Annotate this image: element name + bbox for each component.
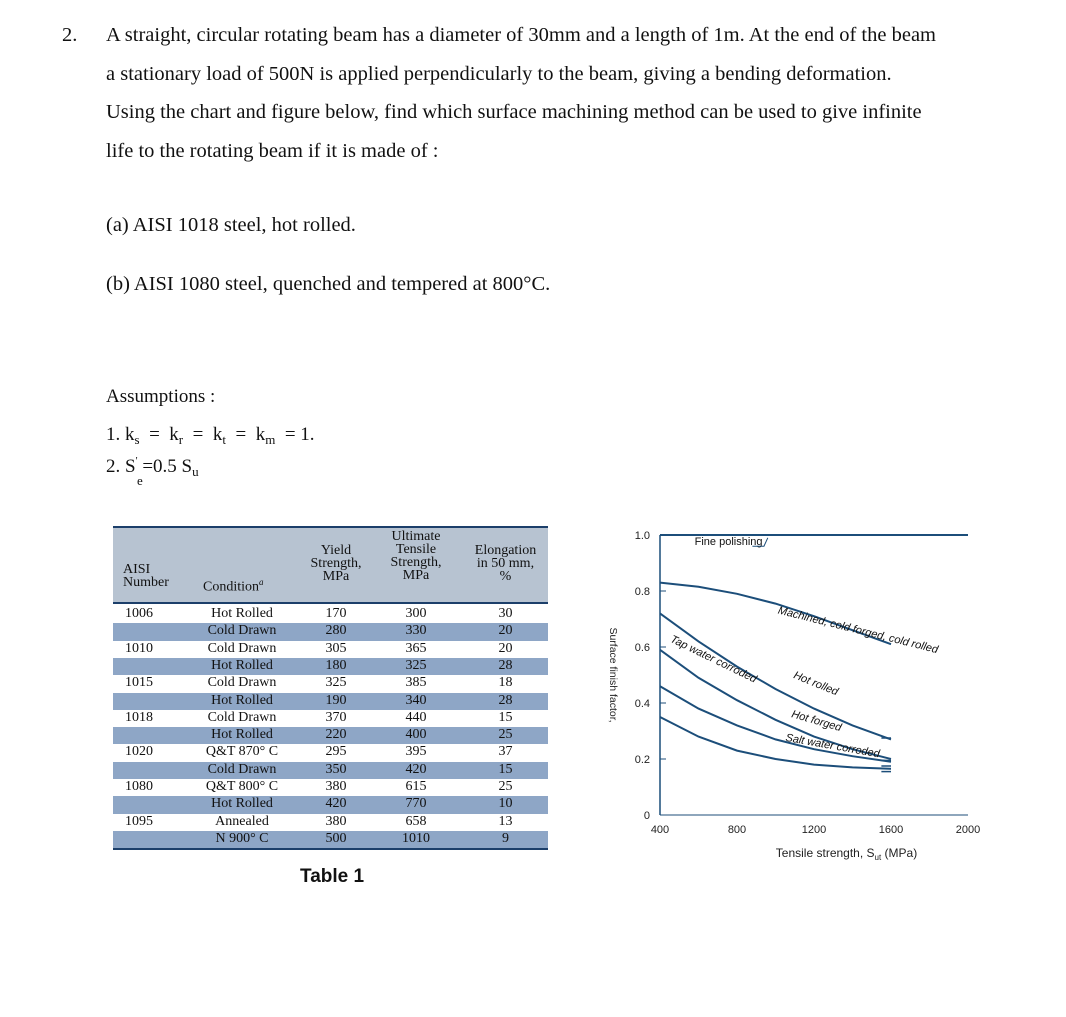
table-cell-ultimate: 365 <box>405 640 427 656</box>
header-condition: Condition$^a$ <box>203 577 264 595</box>
y-tick-label: 0.8 <box>634 586 650 598</box>
y-tick-label: 0.2 <box>634 754 650 766</box>
x-tick-label: 1200 <box>801 824 827 836</box>
table-cell-elong: 28 <box>498 692 513 708</box>
annotation-fine-polishing: Fine polishing <box>694 535 763 548</box>
table-cell-condition: Cold Drawn <box>207 640 277 656</box>
header-yield: Yield Strength, MPa <box>310 543 362 584</box>
table-cell-ultimate: 400 <box>405 727 427 743</box>
table-cell-ultimate: 440 <box>405 709 427 725</box>
table-cell-yield: 190 <box>325 692 347 708</box>
table-cell-elong: 20 <box>498 640 513 656</box>
table-cell-aisi: 1010 <box>125 640 153 656</box>
table-cell-yield: 350 <box>325 761 347 777</box>
table-cell-condition: Annealed <box>215 813 269 829</box>
table-cell-yield: 380 <box>325 779 347 794</box>
annotation-machined: Machined, cold forged, cold rolled <box>776 604 940 657</box>
table-cell-elong: 20 <box>498 623 513 639</box>
table-cell-elong: 13 <box>498 813 513 829</box>
table-cell-ultimate: 1010 <box>402 830 430 846</box>
table-cell-yield: 370 <box>325 709 347 725</box>
table-cell-yield: 295 <box>325 744 347 760</box>
table-cell-elong: 25 <box>498 727 513 743</box>
material-properties-table <box>113 526 548 844</box>
table-cell-ultimate: 340 <box>405 692 427 708</box>
table-cell-yield: 325 <box>325 675 347 691</box>
annotation-hot-forged: Hot forged <box>790 708 843 735</box>
question-line-2: a stationary load of 500N is applied perpendicularly to the beam, giving a bending deformation. <box>106 63 892 85</box>
part-b: (b) AISI 1080 steel, quenched and tempered at 800°C. <box>106 273 551 295</box>
header-elongation: Elongation in 50 mm, % <box>474 543 537 584</box>
assumptions-title: Assumptions : <box>106 386 216 407</box>
x-tick-label: 2000 <box>955 824 981 836</box>
table-cell-condition: Hot Rolled <box>211 657 273 673</box>
table-cell-elong: 15 <box>498 761 513 777</box>
series-line-hot-forged <box>660 650 891 759</box>
assumption-1: 1. $k_s = k_r = k_t = k_m = 1$. <box>106 424 315 447</box>
table-cell-condition: N 900° C <box>215 830 269 846</box>
table-cell-yield: 220 <box>325 727 347 743</box>
table-cell-aisi: 1018 <box>125 709 153 725</box>
k-r: $k_r$ <box>169 424 184 447</box>
table-cell-elong: 18 <box>498 675 513 691</box>
table-bottom-rule <box>113 848 548 850</box>
table-cell-condition: Cold Drawn <box>207 709 277 725</box>
x-axis-label: Tensile strength, $S_{ut}$ (MPa) <box>775 846 918 862</box>
question-line-1: A straight, circular rotating beam has a diameter of 30mm and a length of 1m. At the end of the beam <box>106 24 936 46</box>
table-cell-ultimate: 420 <box>405 761 427 777</box>
surface-finish-chart <box>590 520 1030 870</box>
table-cell-aisi: 1020 <box>125 744 153 760</box>
table-cell-aisi: 1006 <box>125 606 153 621</box>
assumption-2-number: 2. <box>106 456 121 477</box>
table-cell-condition: Hot Rolled <box>211 692 273 708</box>
y-tick-label: 1.0 <box>634 530 650 542</box>
table-cell-yield: 180 <box>325 657 347 673</box>
table-cell-elong: 25 <box>498 779 513 794</box>
x-tick-label: 400 <box>650 824 670 836</box>
header-ultimate: Ultimate Tensile Strength, MPa <box>390 529 442 583</box>
table-cell-yield: 170 <box>325 606 347 621</box>
k-m: $k_m$ <box>255 424 276 447</box>
table-cell-ultimate: 658 <box>405 813 427 829</box>
table-cell-elong: 15 <box>498 709 513 725</box>
annotation-salt-water: Salt water corroded <box>784 731 881 761</box>
table-cell-ultimate: 300 <box>405 606 427 621</box>
x-tick-label: 1600 <box>878 824 904 836</box>
header-aisi: AISI Number <box>123 562 169 590</box>
table-caption: Table 1 <box>300 866 365 887</box>
table-cell-ultimate: 615 <box>405 779 427 794</box>
table-cell-elong: 10 <box>498 796 513 812</box>
y-axis-label: Surface finish factor, <box>607 627 619 723</box>
table-cell-condition: Q&T 800° C <box>205 779 279 794</box>
table-cell-aisi: 1095 <box>125 813 153 829</box>
s-e-prime: S' e <box>125 455 143 488</box>
y-tick-label: 0.6 <box>634 642 650 654</box>
table-cell-ultimate: 395 <box>405 744 427 760</box>
series-line-salt-water-corroded <box>660 717 891 769</box>
annotation-tap-water: Tap water corroded <box>668 633 759 686</box>
table-cell-yield: 305 <box>325 640 347 656</box>
assumption-1-number: 1. <box>106 424 121 445</box>
y-tick-label: 0.4 <box>634 698 650 710</box>
table-cell-condition: Cold Drawn <box>207 623 277 639</box>
table-cell-elong: 37 <box>498 744 513 760</box>
table-cell-elong: 28 <box>498 657 513 673</box>
table-cell-condition: Cold Drawn <box>207 761 277 777</box>
table-cell-yield: 380 <box>325 813 347 829</box>
table-cell-ultimate: 385 <box>405 675 427 691</box>
table-cell-condition: Q&T 870° C <box>205 744 279 760</box>
table-cell-ultimate: 330 <box>405 623 427 639</box>
table-top-rule <box>113 526 548 528</box>
table-cell-ultimate: 770 <box>405 796 427 812</box>
assumption-2: 2. S' e =0.5 $S_u$ <box>106 455 199 488</box>
y-tick-label: 0 <box>643 810 650 822</box>
table-cell-condition: Cold Drawn <box>207 675 277 691</box>
table-cell-yield: 420 <box>325 796 347 812</box>
x-tick-label: 800 <box>727 824 747 836</box>
table-header-rule <box>113 602 548 604</box>
question-line-3: Using the chart and figure below, find which surface machining method can be used to give infinite <box>106 101 922 123</box>
table-cell-aisi: 1080 <box>125 779 153 794</box>
table-cell-aisi: 1015 <box>125 675 153 691</box>
question-number: 2. <box>62 24 78 46</box>
k-t: $k_t$ <box>212 424 226 447</box>
table-cell-condition: Hot Rolled <box>211 796 273 812</box>
table-cell-elong: 9 <box>502 830 509 846</box>
s-u: $S_u$ <box>181 456 199 479</box>
table-cell-yield: 280 <box>325 623 347 639</box>
k-s: $k_s$ <box>125 424 140 447</box>
part-a: (a) AISI 1018 steel, hot rolled. <box>106 214 356 236</box>
annotation-hot-rolled: Hot rolled <box>791 669 840 699</box>
table-cell-yield: 500 <box>325 830 347 846</box>
question-line-4: life to the rotating beam if it is made of : <box>106 140 439 162</box>
table-cell-condition: Hot Rolled <box>211 606 273 621</box>
table-cell-condition: Hot Rolled <box>211 727 273 743</box>
table-cell-elong: 30 <box>498 606 513 621</box>
table-cell-ultimate: 325 <box>405 657 427 673</box>
